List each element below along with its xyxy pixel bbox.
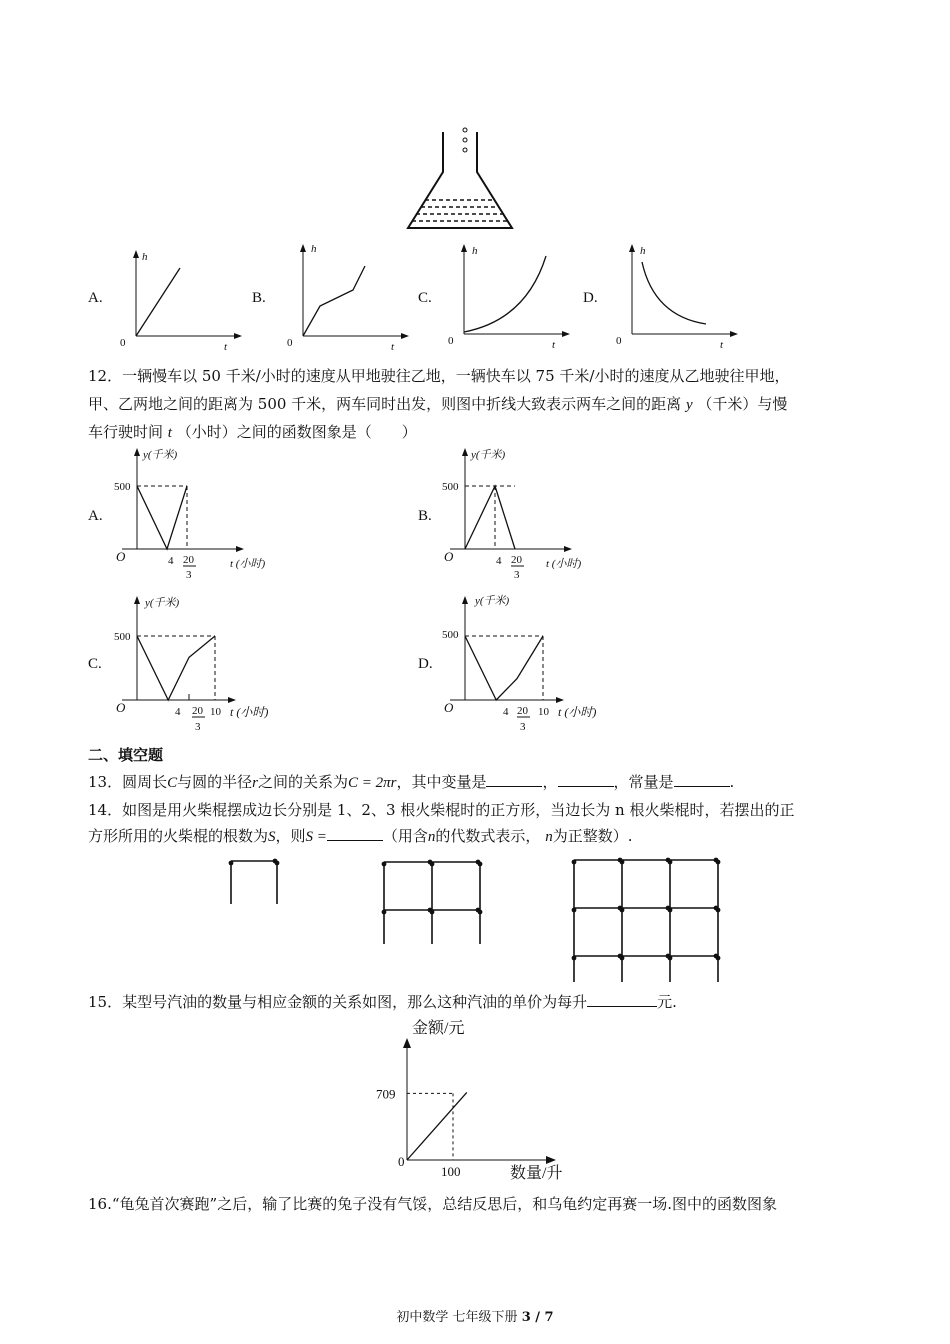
- q14-line2: 方形所用的火柴棍的根数为S，则S = （用含n的代数式表示， n为正整数）.: [88, 827, 633, 845]
- tick-3: 3: [520, 721, 526, 732]
- q11-graph-d[interactable]: [614, 240, 744, 352]
- answer-blank[interactable]: [587, 992, 657, 1007]
- match-head: [716, 956, 721, 961]
- tick-20: 20: [511, 554, 522, 566]
- price-line: [407, 1092, 467, 1160]
- q11-option-b[interactable]: B.: [252, 290, 266, 306]
- water-drop: [463, 128, 467, 132]
- match-head: [430, 862, 435, 867]
- origin-label: O: [116, 700, 126, 715]
- q15-graph: [360, 1014, 600, 1186]
- origin-label: 0: [120, 337, 126, 349]
- q12-option-c[interactable]: C.: [88, 656, 102, 672]
- match-head: [668, 956, 673, 961]
- series-line: [137, 486, 187, 549]
- y-axis-label: y(千米): [145, 597, 180, 609]
- q11-graph-b[interactable]: [285, 240, 415, 352]
- q12-option-d[interactable]: D.: [418, 656, 433, 672]
- q11-graph-c[interactable]: [446, 240, 576, 352]
- tick-500: 500: [114, 481, 131, 493]
- tick-3: 3: [195, 721, 201, 732]
- x-axis-label: t (小时): [230, 705, 269, 719]
- series-line: [465, 636, 543, 700]
- answer-blank[interactable]: [327, 826, 383, 841]
- q11-option-a[interactable]: A.: [88, 290, 103, 306]
- answer-blank[interactable]: [674, 772, 730, 787]
- tick-500: 500: [442, 629, 459, 641]
- origin-label: 0: [616, 335, 622, 347]
- match-head: [572, 860, 577, 865]
- q13-text: 13．圆周长C与圆的半径r之间的关系为C = 2πr，其中变量是 ， ，常量是 .: [88, 773, 735, 791]
- x-axis-label: 数量/升: [510, 1165, 563, 1182]
- tick-10: 10: [538, 706, 549, 718]
- match-head: [668, 860, 673, 865]
- water-drop: [463, 148, 467, 152]
- y-axis-label: y(千米): [143, 449, 178, 461]
- x-axis-label: t (小时): [558, 705, 597, 719]
- tick-4: 4: [168, 555, 174, 567]
- match-head: [382, 862, 387, 867]
- q12-line1: 12．一辆慢车以 50 千米/小时的速度从甲地驶往乙地，一辆快车以 75 千米/小时的速度从乙地驶往甲地，: [88, 367, 790, 385]
- q12-option-a[interactable]: A.: [88, 508, 103, 524]
- q12-line2: 甲、乙两地之间的距离为 500 千米，两车同时出发，则图中折线大致表示两车之间的距离 y （千米）与慢: [88, 395, 788, 413]
- match-head: [668, 908, 673, 913]
- q12-graph-a[interactable]: [112, 444, 302, 578]
- origin-label: O: [444, 549, 454, 564]
- page-number: 3 / 7: [521, 1310, 554, 1325]
- tick-100: 100: [441, 1164, 461, 1179]
- tick-20: 20: [192, 705, 203, 717]
- var-t: t: [167, 425, 172, 441]
- q12-line3: 车行驶时间 t （小时）之间的函数图象是（ ）: [88, 423, 417, 441]
- q14-line1: 14．如图是用火柴棍摆成边长分别是 1、2、3 根火柴棍时的正方形，当边长为 n 根火柴棍时，若摆出的正: [88, 801, 795, 819]
- match-head: [275, 861, 280, 866]
- q12-option-b[interactable]: B.: [418, 508, 432, 524]
- match-head: [229, 861, 234, 866]
- tick-20: 20: [517, 705, 528, 717]
- match-head: [716, 908, 721, 913]
- tick-3: 3: [186, 569, 192, 578]
- t-axis-label: t: [391, 341, 395, 352]
- series-line: [465, 486, 515, 549]
- origin-label: 0: [398, 1154, 405, 1169]
- q12-graph-b[interactable]: [440, 444, 630, 578]
- h-axis-label: h: [142, 251, 148, 263]
- tick-4: 4: [496, 555, 502, 567]
- tick-3: 3: [514, 569, 520, 578]
- tick-4: 4: [503, 706, 509, 718]
- tick-10: 10: [210, 706, 221, 718]
- var-y: y: [685, 397, 693, 413]
- page-footer: 初中数学 七年级下册 3 / 7: [396, 1310, 554, 1325]
- h-axis-label: h: [311, 243, 317, 255]
- match-head: [430, 910, 435, 915]
- matchstick-grid-3: [568, 854, 724, 982]
- matchstick-grid-1: [226, 856, 286, 904]
- match-head: [620, 908, 625, 913]
- tick-500: 500: [114, 631, 131, 643]
- series-line: [137, 636, 215, 700]
- q11-option-c[interactable]: C.: [418, 290, 432, 306]
- flask-figure: [400, 120, 520, 232]
- h-axis-label: h: [472, 245, 478, 257]
- q11-option-d[interactable]: D.: [583, 290, 598, 306]
- t-axis-label: t: [720, 339, 724, 351]
- tick-709: 709: [376, 1086, 396, 1102]
- tick-20: 20: [183, 554, 194, 566]
- formula: C = 2πr: [347, 775, 397, 791]
- t-axis-label: t: [224, 341, 228, 352]
- q15-text: 15．某型号汽油的数量与相应金额的关系如图，那么这种汽油的单价为每升 元.: [88, 993, 677, 1011]
- match-head: [620, 860, 625, 865]
- water-drop: [463, 138, 467, 142]
- h-axis-label: h: [640, 245, 646, 257]
- matchstick-grid-2: [378, 856, 488, 944]
- y-axis-label: 金额/元: [412, 1020, 465, 1037]
- answer-blank[interactable]: [486, 772, 542, 787]
- section-title: 二、填空题: [88, 746, 164, 764]
- match-head: [478, 910, 483, 915]
- answer-blank[interactable]: [558, 772, 614, 787]
- origin-label: 0: [448, 335, 454, 347]
- q16-text: 16.“龟兔首次赛跑”之后，输了比赛的兔子没有气馁，总结反思后，和乌龟约定再赛一场.图中的函数图象: [88, 1195, 777, 1213]
- x-axis-label: t (小时): [546, 558, 582, 570]
- x-axis-label: t (小时): [230, 558, 266, 570]
- tick-500: 500: [442, 481, 459, 493]
- y-axis-label: y(千米): [475, 595, 510, 607]
- t-axis-label: t: [552, 339, 556, 351]
- q12-graph-d[interactable]: [440, 592, 650, 732]
- match-head: [478, 862, 483, 867]
- q11-graph-a[interactable]: [118, 246, 248, 352]
- origin-label: O: [444, 700, 454, 715]
- origin-label: O: [116, 549, 126, 564]
- tick-4: 4: [175, 706, 181, 718]
- match-head: [618, 954, 623, 959]
- q12-graph-c[interactable]: [112, 592, 322, 732]
- origin-label: 0: [287, 337, 293, 349]
- match-head: [716, 860, 721, 865]
- y-axis-label: y(千米): [471, 449, 506, 461]
